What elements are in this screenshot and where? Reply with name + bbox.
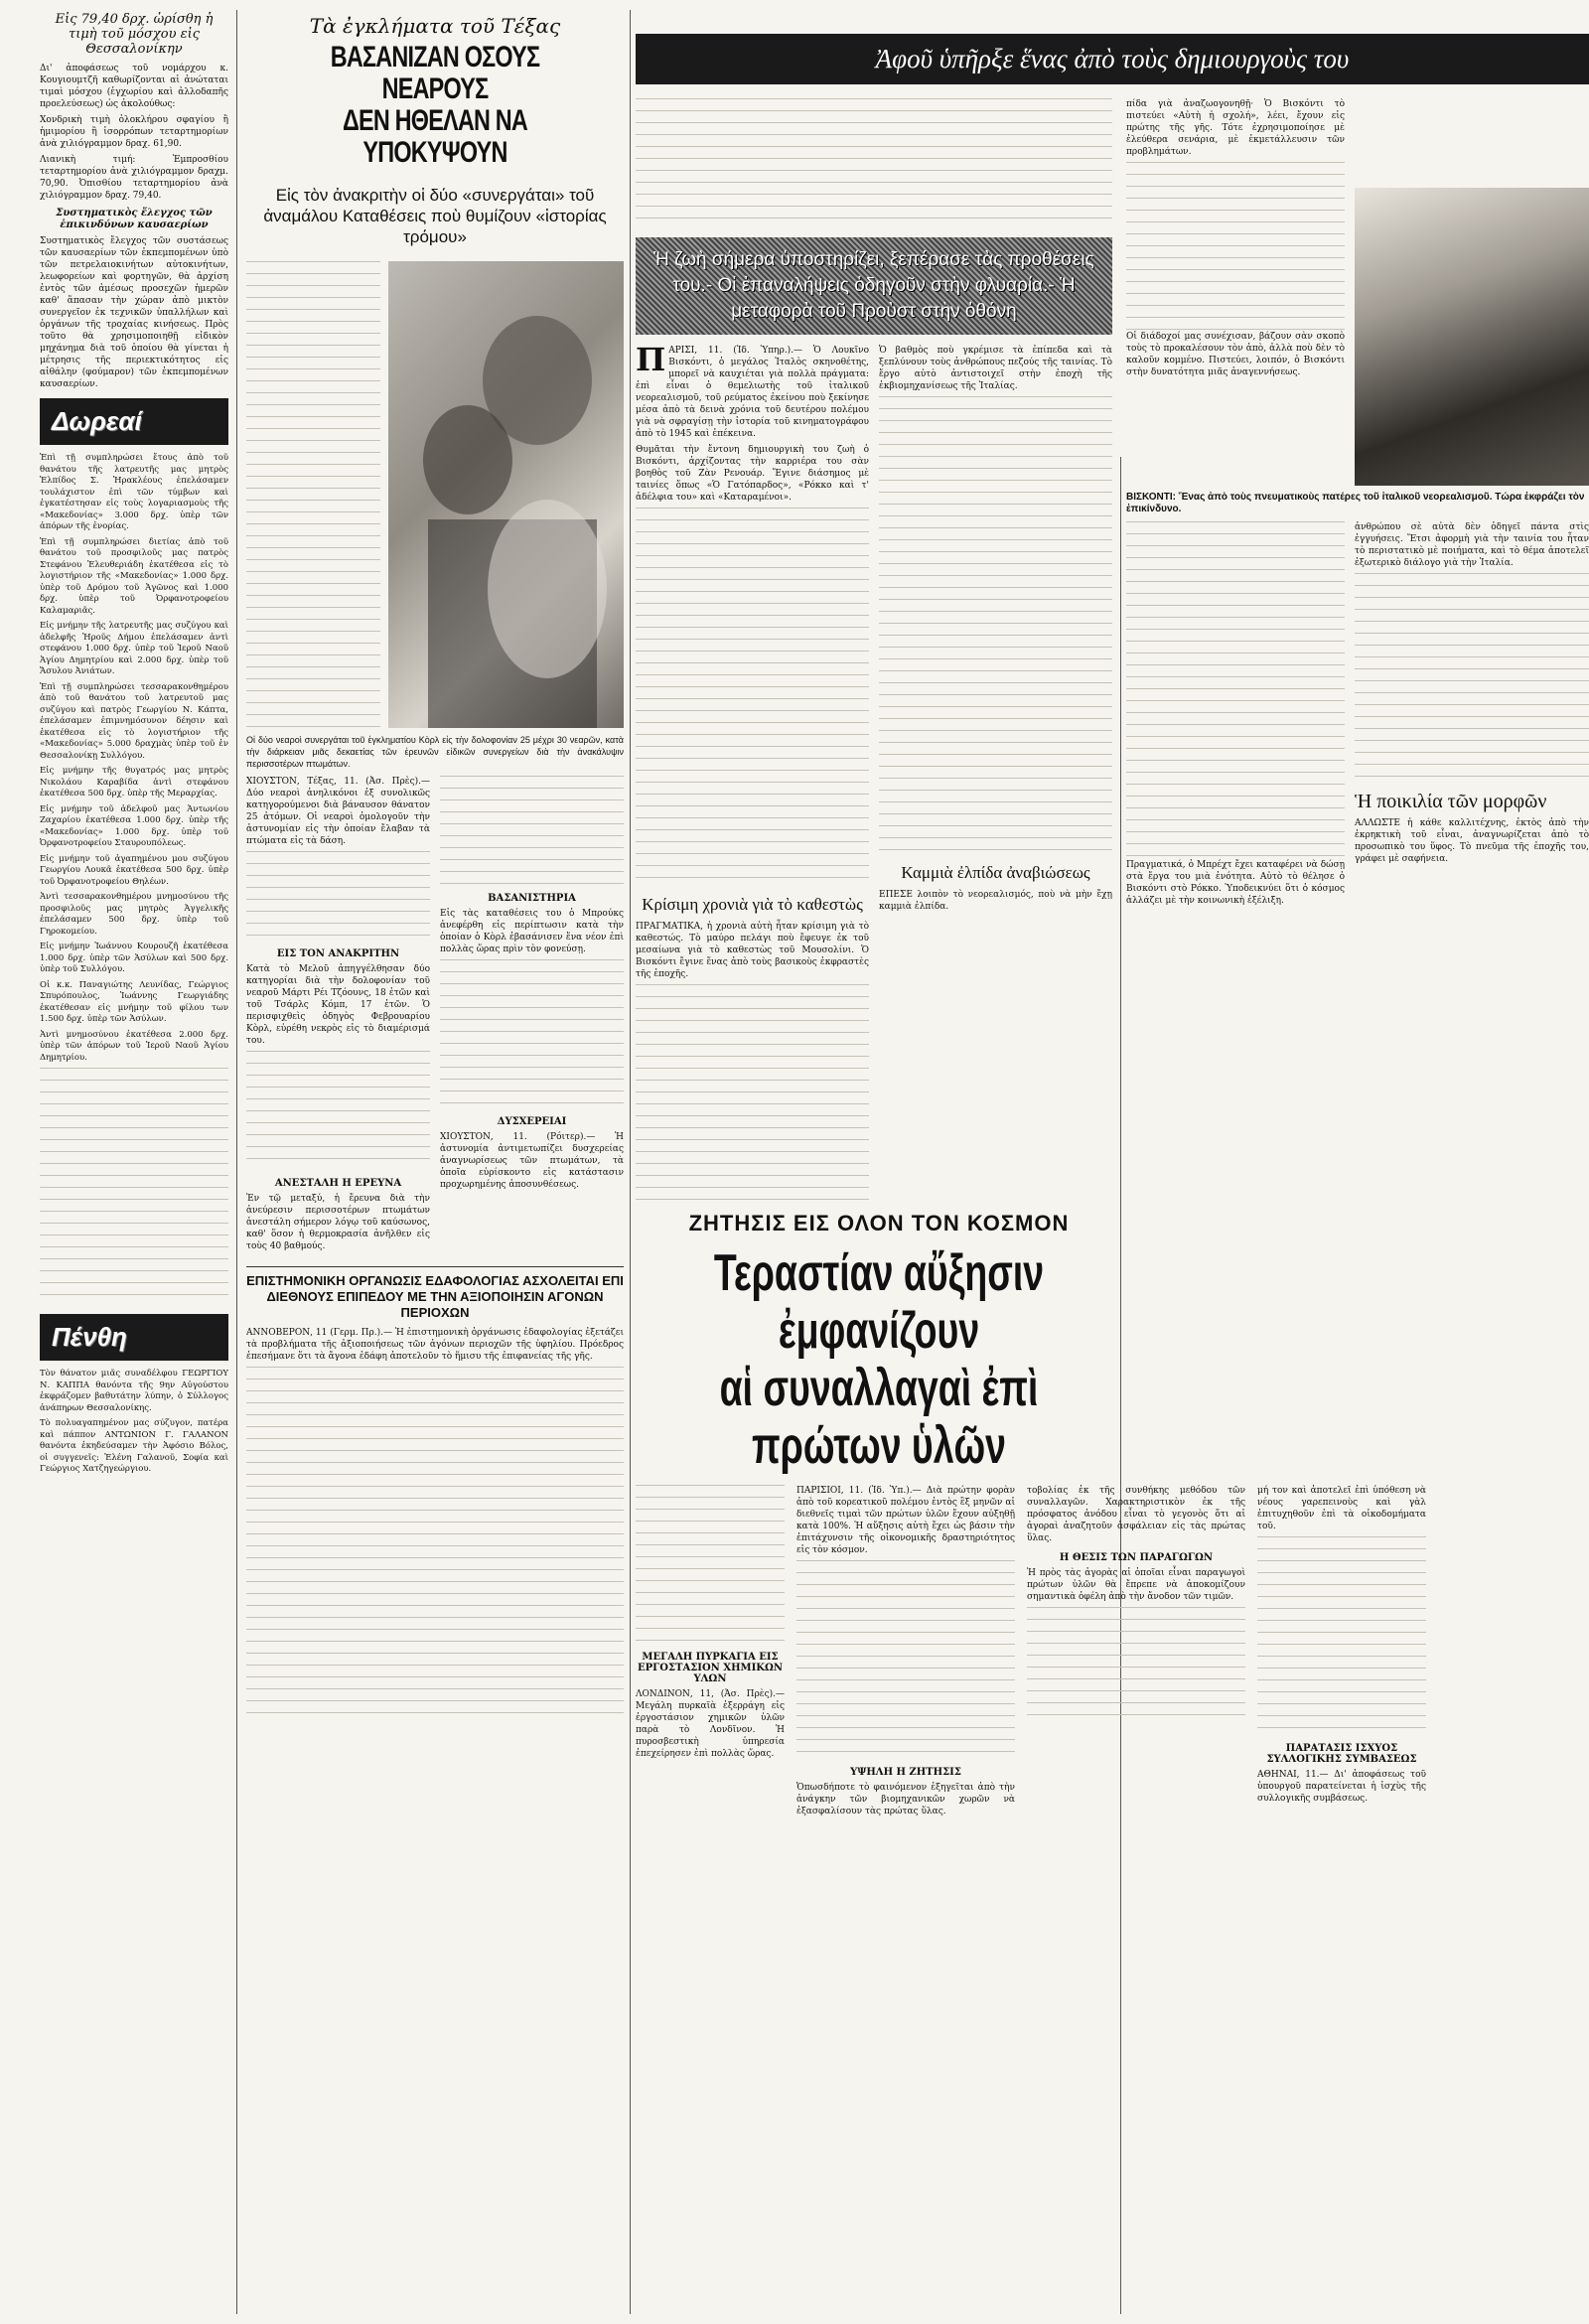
donation-notice: Εἰς μνήμην τῆς θυγατρός μας μητρὸς Νικολάου Καραβίδα ἀντὶ στεφάνου ἐκατέθεσα 500 δρχ. ὑπὲρ τῆς Μεραρχίας. <box>40 766 228 799</box>
text-block-filler <box>40 1068 228 1306</box>
article-paragraph: Δι' ἀποφάσεως τοῦ νομάρχου κ. Κουγιουμτζῆ καθωρίζονται αἱ ἀνώταται τιμαὶ μόσχου (ἐγχωρίου καὶ ἀλλοδαπῆς προελεύσεως) ὡς ἀκολούθως: <box>40 64 228 109</box>
article-paragraph: Ὁ βαθμὸς ποὺ γκρέμισε τὰ ἐπίπεδα καὶ τὰ ξεπλύνουν τοὺς ἀνθρώπους πεζούς τῆς ταινίας. Τὸ ἔργο αὐτὸ ἀντιστοιχεῖ στὴν ἐποχὴ τῆς ἐκβιομηχανίσεως τῆς Ἰταλίας. <box>879 346 1112 391</box>
portrait-caption-text: Ἕνας ἀπὸ τοὺς πνευματικοὺς πατέρες τοῦ ἰταλικοῦ νεορεαλισμοῦ. Τώρα ἐκφράζει τὸν ἐπικίνδυνο. <box>1126 492 1585 514</box>
article-paragraph: Εἰς τὰς καταθέσεις του ὁ Μπρούκς ἀνεφέρθη εἰς περίπτωσιν κατὰ τὴν ὁποίαν ὁ Κὸρλ ἐβασάνισεν ἕνα νέον ἐπὶ πολλὰς ὥρας πρὶν τὸν φονεύσῃ. <box>440 909 624 954</box>
article-paragraph: Ὁπωσδήποτε τὸ φαινόμενον ἐξηγεῖται ἀπὸ τὴν ἀνάγκην τῶν βιομηχανικῶν χωρῶν νὰ ἐξασφαλίσουν τὰς πρώτας ὕλας. <box>796 1783 1015 1816</box>
article-paragraph: Χονδρικὴ τιμὴ ὁλοκλήρου σφαγίου ἢ ἡμιμορίου ἢ ἰσορρόπων τεταρτημορίων ἀνὰ χιλιόγραμμον δραχ. 61,90. <box>40 115 228 149</box>
article-paragraph: τοβολίας ἐκ τῆς συνθήκης μεθόδου τῶν συναλλαγῶν. Χαρακτηριστικὸν ἐκ τῆς πρόσφατος ἀνόδου εἶναι τὸ γεγονὸς ὅτι αἱ ἀγοραὶ ἀναζητοῦν ἀσφάλειαν εἰς τὰς πρώτας ὕλας. <box>1027 1486 1245 1543</box>
subhead-variety: Ἡ ποικιλία τῶν μορφῶν <box>1355 791 1547 812</box>
article-paragraph: ΧΙΟΥΣΤΟΝ, 11. (Ρόιτερ).— Ἡ ἀστυνομία ἀντιμετωπίζει δυσχερείας ἀναγνωρίσεως τῶν πτωμάτων, τὰ ὁποῖα εὑρίσκοντο εἰς κατάστασιν προχωρημένης ἀποσυνθέσεως. <box>440 1132 624 1190</box>
article-headline-exhaust: Συστηματικὸς ἔλεγχος τῶν ἐπικινδύνων καυσαερίων <box>56 208 213 230</box>
donation-notice: Ἀντὶ τεσσαρακονθημέρου μνημοσύνου τῆς προσφιλοῦς μας μητρὸς Ἀγγελικῆς ἐπελάσαμεν 500 δρχ. ὑπὲρ τοῦ Γηροκομείου. <box>40 892 228 937</box>
section-subhead: ΔΥΣΧΕΡΕΙΑΙ <box>497 1116 567 1127</box>
donation-notice: Εἰς μνήμην τοῦ ἀδελφοῦ μας Ἀντωνίου Ζαχαρίου ἐκατέθεσα 1.000 δρχ. ὑπὲρ τῆς «Μακεδονίας» 1.000 δρχ. ὑπὲρ τοῦ Ὀρφανοτροφείου Σταυρουπόλεως. <box>40 803 228 848</box>
section-box-dorea: Δωρεαί <box>40 398 228 445</box>
article-paragraph: ΧΙΟΥΣΤΟΝ, Τέξας, 11. (Ἀσ. Πρὲς).— Δύο νεαροὶ ἀνηλικόνοι ἐξ συνολικῶς κατηγορούμενοι διὰ βάναυσον θάνατον 25 ἀτόμων. Οἱ νεαροὶ ὁμολογοῦν τὴν ἀστυνομίαν εἰς τὴν ὁποίαν ἔλαβαν τὰ πτώματα εἰς τὰ δάση. <box>246 777 430 846</box>
feature-banner-visconti: Ἀφοῦ ὑπῆρξε ἕνας ἀπὸ τοὺς δημιουργοὺς του <box>636 34 1589 84</box>
text-block-filler <box>440 776 624 885</box>
feature-deck-box: Ἡ ζωὴ σήμερα ὑποστηρίζει, ξεπέρασε τὰς προθέσεις του.- Οἱ ἐπαναλήψεις ὁδηγοῦν στὴν φλυαρία.- Ἡ μεταφορὰ τοῦ Προὺστ στὴν ὀθόνη <box>636 237 1112 335</box>
article-paragraph: Πραγματικά, ὁ Μπρέχτ ἔχει καταφέρει νὰ δώσῃ στὰ ἔργα του μιὰ ἑνότητα. Αὐτὸ τὸ θέλησε ὁ Βισκόντι στὸ Ρόκκο. Ὑποδεικνύει ὅτι ὁ κόσμος ἀλλάζει μὲ τὴν κοινωνικὴ ἐξέλιξη. <box>1126 860 1345 906</box>
section-subhead-producers: Η ΘΕΣΙΣ ΤΩΝ ΠΑΡΑΓΩΓΩΝ <box>1059 1552 1214 1563</box>
photo-illustration <box>388 261 624 728</box>
text-block-filler <box>246 1367 624 1724</box>
article-paragraph: ΑΘΗΝΑΙ, 11.— Δι' ἀποφάσεως τοῦ ὑπουργοῦ παρατείνεται ἡ ἰσχὺς τῆς συλλογικῆς συμβάσεως. <box>1257 1770 1426 1804</box>
text-block-filler <box>636 508 869 885</box>
column-rule <box>630 10 631 2314</box>
text-block-filler <box>636 98 1112 227</box>
section-subhead: ΒΑΣΑΝΙΣΤΗΡΙΑ <box>488 893 576 904</box>
article-paragraph: ΑΛΛΩΣΤΕ ἡ κάθε καλλιτέχνης, ἐκτὸς ἀπὸ τὴν ἐκρηκτικὴ τοῦ εἶναι, ἀναγνωρίζεται ἀπὸ τὸ προσωπικὸ του ὕφος. Τὸ πνεῦμα τῆς ἐποχῆς του, γράφει μὲ σαφήνεια. <box>1355 818 1589 864</box>
article-paragraph: ΠΑΡΙΣΙΟΙ, 11. (Ἰδ. Ὑπ.).— Διὰ πρώτην φορὰν ἀπὸ τοῦ κορεατικοῦ πολέμου ἐντὸς ἓξ μηνῶν αἱ διεθνεῖς τιμαὶ τῶν πρώτων ὑλῶν ἔχουν αὐξηθῇ κατὰ 100%. Ἡ αὔξησις αὐτὴ ἔχει ὡς βάσιν τὴν ἐπιτάχυνσιν τῆς οἰκονομικῆς δραστηριότητος εἰς τὸν κόσμον. <box>796 1486 1015 1555</box>
section-box-penthi: Πένθη <box>40 1314 228 1361</box>
headline-line-1: ΒΑΣΑΝΙΖΑΝ ΟΣΟΥΣ ΝΕΑΡΟΥΣ <box>330 41 540 105</box>
article-headline-veal-price: Εἰς 79,40 δρχ. ὡρίσθη ἡ τιμὴ τοῦ μόσχου εἰς Θεσσαλονίκην <box>55 12 214 57</box>
photo-caption: Οἱ δύο νεαροὶ συνεργάται τοῦ ἐγκληματίου Κὸρλ εἰς τὴν δολοφονίαν 25 μέχρι 30 νεαρῶν, κατὰ τὴν διάρκειαν μιᾶς δεκαετίας τῶν ἐρευνῶν εἰδικῶν συνεργείων διὰ τὴν ἀνακάλυψιν περισσοτέρων πτωμάτων. <box>246 735 624 769</box>
article-paragraph: ΠΡΑΓΜΑΤΙΚΑ, ἡ χρονιὰ αὐτὴ ἦταν κρίσιμη γιὰ τὸ καθεστώς. Τὸ μαύρο πελάγι ποὺ ἔφευγε ἐκ τοῦ μεσαίωνα γιὰ τὸ καθεστὼς τοῦ Μουσολίνι. Ὁ Βισκόντι ἔγινε ἕνας ἀπὸ τοὺς βασικοὺς ἐκφραστὲς τῆς ἐποχῆς. <box>636 922 869 979</box>
donation-notice: Ἐπὶ τῇ συμπληρώσει ἔτους ἀπὸ τοῦ θανάτου τῆς λατρευτῆς μας μητρὸς Ἐλπίδος Σ. Ἠρακλέους ἐπελάσαμεν τουλάχιστον ἐπὶ τῶν τύμβων καὶ ἐγκατέστησαν εἰς τοὺς λογαριασμοὺς τῆς «Μακεδονίας» 3.000 δρχ. ὑπὲρ τῶν ἀπόρων τῆς ἐνορίας. <box>40 453 228 531</box>
headline-commodities-line-2: αἱ συναλλαγαὶ ἐπὶ πρώτων ὑλῶν <box>719 1360 1039 1475</box>
article-paragraph: πίδα γιὰ ἀναζωογονηθῇ· Ὁ Βισκόντι τὸ πιστεύει «Αὐτὴ ἡ σχολή», λέει, ἔχουν εἰς πρώτης τῆς γῆς. Τότε ἐχρησιμοποίησε μὲ ἐλεύθερα σενάρια, μὲ ἐκμετάλλευσιν τῶν προβλημάτων. <box>1126 99 1345 157</box>
donation-notice: Ἀντὶ μνημοσύνου ἐκατέθεσα 2.000 δρχ. ὑπὲρ τῶν ἀπόρων τοῦ Ἱεροῦ Ναοῦ Ἁγίου Δημητρίου. <box>40 1029 228 1063</box>
portrait-caption-name: ΒΙΣΚΟΝΤΙ: <box>1126 492 1176 503</box>
text-block-filler <box>636 984 869 1203</box>
text-block-filler <box>1126 162 1345 331</box>
article-paragraph: Οἱ διάδοχοί μας συνέχισαν, βάζουν σὰν σκοπὸ τοὺς τὸ προκαλέσουν τὸν ἀπὸ, ἀλλὰ ποὺ δὲν τὸ καλοῦν κομμένο. Πιστεύει, λοιπόν, ὁ Βισκόντι στὴν δυνατότητα μιᾶς ἀναγεννήσεως. <box>1126 332 1345 377</box>
article-paragraph: μή τον καὶ ἀποτελεῖ ἐπὶ ὑπόθεση νὰ νέους γαρεπεινοὺς καὶ γὰλ ἐπιτυχηθοῦν ἐπὶ τὰ οἰκοδομήματα τοῦ. <box>1257 1486 1426 1531</box>
right-column <box>636 0 1589 2324</box>
article-headline-soil: ΕΠΙΣΤΗΜΟΝΙΚΗ ΟΡΓΑΝΩΣΙΣ ΕΔΑΦΟΛΟΓΙΑΣ ΑΣΧΟΛΕΙΤΑΙ ΕΠΙ ΔΙΕΘΝΟΥΣ ΕΠΙΠΕΔΟΥ ΜΕ ΤΗΝ ΑΞΙΟΠΟΙΗΣΙΝ ΑΓΟΝΩΝ ΠΕΡΙΟΧΩΝ <box>246 1273 624 1320</box>
text-block-filler <box>879 396 1112 853</box>
donations-list <box>40 453 228 1064</box>
article-deck: Εἰς τὸν ἀνακριτὴν οἱ δύο «συνεργάται» τοῦ ἀναμάλου Καταθέσεις ποὺ θυμίζουν «ἱστορίας τρόμου» <box>263 186 607 246</box>
section-subhead-contract: ΠΑΡΑΤΑΣΙΣ ΙΣΧΥΟΣ ΣΥΛΛΟΓΙΚΗΣ ΣΥΜΒΑΣΕΩΣ <box>1266 1743 1417 1765</box>
section-subhead-fire: ΜΕΓΑΛΗ ΠΥΡΚΑΓΙΑ ΕΙΣ ΕΡΓΟΣΤΑΣΙΟΝ ΧΗΜΙΚΩΝ ΥΛΩΝ <box>638 1652 783 1684</box>
donation-notice: Εἰς μνήμην τῆς λατρευτῆς μας συζύγου καὶ ἀδελφῆς Ἡροῦς Δήμου ἐπελάσαμεν ἀντὶ στεφάνου 1.000 δρχ. ὑπὲρ τοῦ Ἱεροῦ Ναοῦ Ἁγίου Δημητρίου καὶ 2.000 δρχ. ὑπὲρ τοῦ Ἄσυλου Ἀνιάτων. <box>40 621 228 676</box>
article-paragraph: Ἡ πρὸς τὰς ἀγορὰς αἱ ὁποῖαι εἶναι παραγωγοὶ πρώτων ὑλῶν θὰ ἔπρεπε νὰ ἀποκομίζουν σημαντικὰ ὀφέλη ἀπὸ τὴν ἄνοδον τῶν τιμῶν. <box>1027 1568 1245 1602</box>
text-block-filler <box>246 261 380 728</box>
text-block-filler <box>796 1560 1015 1759</box>
obituary-notice: Τὸ πολυαγαπημένον μας σύζυγον, πατέρα καὶ πάππον ΑΝΤΩΝΙΟΝ Γ. ΓΑΛΑΝΟΝ θανόντα ἐκηδεύσαμεν τὴν Ἀφόσιο Βόλος, οἱ συγγενεῖς: Ἑλένη Γαλανοῦ, Σοφία καὶ Γεώργιος Χατζηγεώργιου. <box>40 1418 228 1474</box>
section-subhead-demand: ΥΨΗΛΗ Η ΖΗΤΗΣΙΣ <box>850 1767 961 1778</box>
article-paragraph: ΛΟΝΔΙΝΟΝ, 11, (Ἀσ. Πρὲς).— Μεγάλη πυρκαϊὰ ἐξερράγη εἰς ἐργοστάσιον χημικῶν ὑλῶν παρὰ τὸ Λονδῖνον. Ἡ πυροσβεστικὴ ὑπηρεσία ἐπεχείρησεν ἐπὶ πολλὰς ὥρας. <box>636 1689 785 1759</box>
article-paragraph: ΕΠΕΣΕ λοιπὸν τὸ νεορεαλισμός, ποὺ νὰ μὴν ἔχῃ καμμιὰ ἐλπίδα. <box>879 890 1112 912</box>
donation-notice: Εἰς μνήμην Ἰωάννου Κουρουζῆ ἐκατέθεσα 1.000 δρχ. ὑπὲρ τῶν Ἀσύλων καὶ 500 δρχ. ὑπὲρ τοῦ Συλλόγου. <box>40 942 228 974</box>
article-paragraph: ἀνθρώπου σὲ αὐτὰ δὲν ὁδηγεῖ πάντα στὶς ἐγγυήσεις. Ἔτσι ἀφορμὴ γιὰ τὴν ταινία του ἦταν τὸ περιστατικὸ μὲ ποιήματα, καὶ τὸ θέμα ἀποτελεῖ ἐξωτερικὸ διάλογο γιὰ τὴν Ἰταλία. <box>1355 522 1589 568</box>
subhead-hope: Καμμιὰ ἐλπίδα ἀναβιώσεως <box>901 863 1090 882</box>
section-subhead: ΕΙΣ ΤΟΝ ΑΝΑΚΡΙΤΗΝ <box>276 948 400 959</box>
center-column <box>246 0 624 2324</box>
article-paragraph: ΑΝΝΟΒΕΡΟΝ, 11 (Γερμ. Πρ.).— Ἡ ἐπιστημονικὴ ὀργάνωσις ἐδαφολογίας ἐξετάζει τὰ προβλήματα τῆς ἀξιοποιήσεως τῶν ἀγόνων περιοχῶν τῆς ὑφηλίου. Πρόεδρος ἐπεσήμανε ὅτι τὰ ἄγονα ἐδάφη ἀποτελοῦν τὸ ἥμισυ τῆς ἐπιφανείας τῆς γῆς. <box>246 1328 624 1362</box>
section-header-world-demand: ΖΗΤΗΣΙΣ ΕΙΣ ΟΛΟΝ ΤΟΝ ΚΟΣΜΟΝ <box>688 1211 1070 1235</box>
donation-notice: Ἐπὶ τῇ συμπληρώσει διετίας ἀπὸ τοῦ θανάτου τοῦ προσφιλοῦς μας πατρὸς Στεφάνου Ἐλευθεριάδη ἐκατέθεσα εἰς τὸ λογιστήριον τῆς «Μακεδονίας» 1.000 δρχ. ὑπὲρ τοῦ Δρόμου τοῦ Ἀγῶνος καὶ 1.000 δρχ. ὑπὲρ τοῦ Ὀρφανοτροφείου Καλαμαριᾶς. <box>40 536 228 616</box>
text-block-filler <box>1027 1607 1245 1726</box>
portrait-photo-visconti <box>1355 188 1589 486</box>
text-block-filler <box>1257 1536 1426 1735</box>
donation-notice: Οἱ κ.κ. Παναγιώτης Λευνίδας, Γεώργιος Σπυρόπουλος, Ἰωάννης Γεωργιάδης ἐκατέθεσαν εἰς μνήμην τοῦ φίλου των 1.500 δρχ. ὑπὲρ τῶν Ἀσύλων. <box>40 979 228 1024</box>
news-photo-suspects <box>388 261 624 728</box>
portrait-caption <box>1126 492 1589 515</box>
article-kicker-texas: Τὰ ἐγκλήματα τοῦ Τέξας <box>309 14 561 38</box>
article-paragraph: Λιανικὴ τιμή: Ἐμπροσθίου τεταρτημορίου ἀνὰ χιλιόγραμμον δραχμ. 70,90. Ὀπισθίου τεταρτημορίου ἀνὰ χιλιόγραμμον δραχ. 79,40. <box>40 155 228 201</box>
text-block-filler <box>636 1485 785 1644</box>
donation-notice: Εἰς μνήμην τοῦ ἀγαπημένου μου συζύγου Γεωργίου Λουκᾶ ἐκατέθεσα 500 δρχ. ὑπὲρ τοῦ Ὀρφανοτροφείου Θηλέων. <box>40 853 228 887</box>
text-block-filler <box>1355 573 1589 782</box>
article-lead: ΑΡΙΣΙ, 11. (Ἰδ. Ὑπηρ.).— Ὁ Λουκῖνο Βισκόντι, ὁ μεγάλος Ἰταλὸς σκηνοθέτης, μπορεῖ νὰ καυχιέται γιὰ πολλὰ πράγματα: ἐπὶ εἶναι ὁ θεμελιωτὴς τοῦ ἰταλικοῦ νεορεαλισμοῦ, τοῦ ρεύματος ἐκείνου ποὺ ξεκίνησε μέσα ἀπὸ τὰ δεινὰ χρόνια τοῦ δευτέρου πολέμου γιὰ νὰ σφραγίσῃ τὴν ἱστορία τοῦ κινηματογράφου ἀπὸ τὸ 1945 καὶ ἐπέκεινα. <box>636 346 869 439</box>
article-paragraph: Θυμᾶται τὴν ἔντονη δημιουργικὴ του ζωὴ ὁ Βισκόντι, ἀρχίζοντας τὴν καρριέρα του σὰν βοηθὸς τοῦ Ζὰν Ρενουάρ. Ἔγινε διάσημος μὲ ταινίες ὅπως «Ὁ Γατόπαρδος», «Ρόκκο καὶ τ' ἀδέλφια του» καὶ «Καταραμένοι». <box>636 445 869 503</box>
subhead-crisis: Κρίσιμη χρονιὰ γιὰ τὸ καθεστὼς <box>642 895 863 914</box>
article-paragraph: Συστηματικὸς ἔλεγχος τῶν συστάσεως τῶν καυσαερίων τῶν ἐκπεμπομένων ὑπὸ τῶν πετρελαιοκινήτων αὐτοκινήτων, λεωφορείων καὶ φορτηγῶν, θὰ ἀρχίση ἐντὸς τῶν ἀμέσως προσεχῶν ἡμερῶν καθ' ἅπασαν τὴν χώραν ἀπὸ μικτὸν συνεργεῖον ἐκ τεχνικῶν ὑπαλλήλων καὶ ὀργάνων τῆς τροχαίας κινήσεως. Πρὸς τοῦτο θὰ χρησιμοποιηθῇ εἰδικὸν μηχάνημα διὰ τοῦ ὁποίου θὰ γίνεται ἡ μέτρησις τῆς περιεκτικότητος εἰς αἰθάλην (φούμαρον) τῶν ἐκπεμπομένων καυσαερίων. <box>40 236 228 389</box>
drop-cap: Π <box>636 341 666 378</box>
article-paragraph: Κατὰ τὸ Μελοῦ ἀπηγγέλθησαν δύο κατηγορίαι διὰ τὴν δολοφονίαν τοῦ νεαροῦ Μάρτι Ρέι Τζόουνς, 18 ἐτῶν καὶ τοῦ Τσάρλς Κόμπ, 17 ἐτῶν. Ὁ περισφιχθεὶς ὁδηγὸς Φεβρουαρίου Κὸρλ, εὑρέθη νεκρὸς εἰς τὸ διαμέρισμά του. <box>246 964 430 1046</box>
text-block-filler <box>246 1051 430 1170</box>
article-paragraph: Ἐν τῷ μεταξύ, ἡ ἔρευνα διὰ τὴν ἀνεύρεσιν περισσοτέρων πτωμάτων ἀνεστάλη σήμερον λόγῳ τοῦ καύσωνος, καθ' ὅσον ἡ θερμοκρασία ἀνῆλθεν εἰς τοὺς 40 βαθμούς. <box>246 1194 430 1251</box>
text-block-filler <box>1126 521 1345 859</box>
headline-commodities-line-1: Τεραστίαν αὔξησιν ἐμφανίζουν <box>713 1244 1045 1360</box>
column-rule <box>236 10 237 2314</box>
section-subhead: ΑΝΕΣΤΑΛΗ Η ΕΡΕΥΝΑ <box>274 1178 402 1189</box>
obituary-notice: Τὸν θάνατον μιᾶς συναδέλφου ΓΕΩΡΓΙΟΥ Ν. ΚΑΠΠΑ θανόντα τῆς 9ην Αὐγούστου ἐκφράζομεν βαθυτάτην λύπην, ὁ Σύλλογος ἀνάπηρων Θεσσαλονίκης. <box>40 1369 228 1413</box>
text-block-filler <box>440 959 624 1108</box>
headline-line-2: ΔΕΝ ΗΘΕΛΑΝ ΝΑ ΥΠΟΚΥΨΟΥΝ <box>342 104 528 169</box>
donation-notice: Ἐπὶ τῇ συμπληρώσει τεσσαρακονθημέρου ἀπὸ τοῦ θανάτου τοῦ λατρευτοῦ μας συζύγου καὶ πατρὸς Γεωργίου Ν. Κάπτα, ἐπελάσαμεν ἐπιμνημόσυνον δέησιν καὶ ἐκατέθεσα εἰς τὸ λογιστήριον τῆς «Μακεδονίας» 5.000 δραχμὰς ὑπὲρ τοῦ ἐν Θεσσαλονίκῃ Συλλόγου. <box>40 681 228 761</box>
text-block-filler <box>246 851 430 941</box>
left-column <box>40 0 228 2324</box>
